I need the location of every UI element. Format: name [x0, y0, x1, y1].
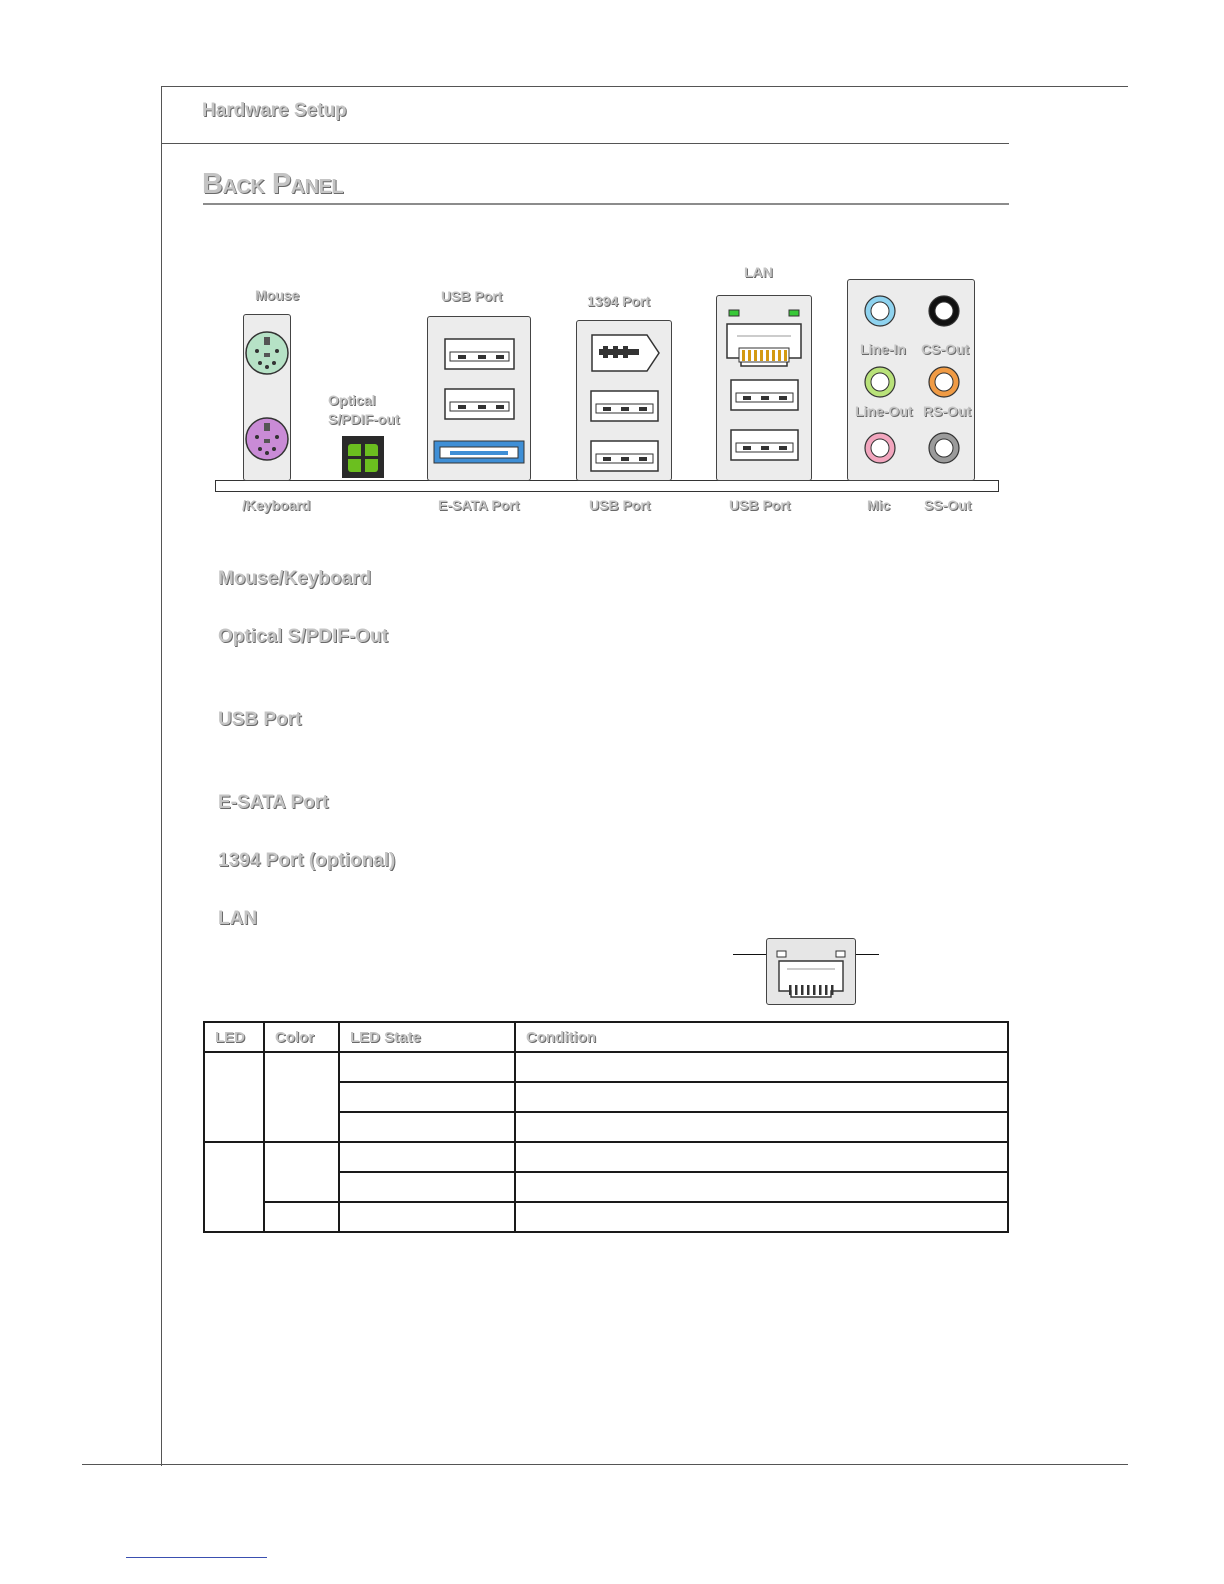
label-usb-mid: USB Port	[589, 497, 651, 513]
label-cs-out: CS-Out	[921, 341, 970, 357]
section-mouse-keyboard: Mouse/Keyboard	[218, 568, 372, 589]
table-header-cell: LED State	[339, 1022, 515, 1052]
title-underline	[203, 203, 1009, 205]
table-cell	[339, 1142, 515, 1172]
usb-esata-ports	[428, 317, 530, 480]
table-cell	[515, 1082, 1008, 1112]
lan-usb-ports	[717, 296, 811, 480]
lan-port-icon	[727, 324, 801, 366]
header-title: Hardware Setup	[202, 100, 347, 121]
table-cell	[264, 1142, 339, 1202]
lan-led-table	[203, 1021, 1009, 1233]
table-cell	[515, 1142, 1008, 1172]
table-cell	[264, 1052, 339, 1142]
label-1394: 1394 Port	[587, 293, 651, 309]
spdif-port	[342, 436, 384, 478]
label-mouse: Mouse	[255, 287, 300, 303]
section-esata: E-SATA Port	[218, 792, 329, 813]
top-rule	[162, 86, 1128, 87]
usb-port-icon	[731, 430, 798, 460]
lan-usb-block	[716, 295, 812, 481]
footer-link-rule	[126, 1557, 267, 1558]
spdif-icon	[342, 436, 384, 478]
ieee1394-port-icon	[592, 335, 659, 371]
label-usb-top: USB Port	[441, 288, 503, 304]
table-row	[204, 1202, 1008, 1232]
label-ss-out: SS-Out	[924, 497, 972, 513]
usb-port-icon	[731, 380, 798, 410]
line-in-jack-icon	[865, 296, 895, 326]
lan-jack	[766, 938, 856, 1005]
usb-port-icon	[591, 441, 658, 471]
table-cell	[204, 1052, 264, 1142]
ss-out-jack-icon	[929, 433, 959, 463]
label-line-out: Line-Out	[855, 403, 913, 419]
label-usb-lan: USB Port	[729, 497, 791, 513]
section-1394: 1394 Port (optional)	[218, 850, 396, 871]
usb-port-icon	[445, 389, 514, 419]
usb-esata-block	[427, 316, 531, 481]
table-row	[204, 1142, 1008, 1172]
esata-port-icon	[434, 441, 524, 463]
label-spdif-out: S/PDIF-out	[328, 411, 400, 427]
label-optical: Optical	[328, 392, 376, 408]
label-keyboard: /Keyboard	[242, 497, 311, 513]
page-title: Back Panel	[202, 168, 344, 200]
mic-jack-icon	[865, 433, 895, 463]
table-header-cell: LED	[204, 1022, 264, 1052]
table-cell	[515, 1052, 1008, 1082]
label-mic: Mic	[867, 497, 891, 513]
audio-jacks	[848, 280, 974, 480]
usb-port-icon	[445, 339, 514, 369]
table-cell	[339, 1202, 515, 1232]
ieee1394-usb-ports	[577, 321, 671, 480]
table-cell	[339, 1112, 515, 1142]
table-cell	[515, 1112, 1008, 1142]
usb-port-icon	[591, 391, 658, 421]
ps2-mouse-port	[244, 315, 290, 480]
label-rs-out: RS-Out	[923, 403, 972, 419]
table-cell	[515, 1202, 1008, 1232]
panel-base-strip	[215, 480, 999, 492]
table-cell	[339, 1082, 515, 1112]
rs-out-jack-icon	[929, 367, 959, 397]
table-cell	[339, 1052, 515, 1082]
table-row	[204, 1052, 1008, 1082]
table-cell	[204, 1142, 264, 1232]
table-cell	[515, 1172, 1008, 1202]
bottom-rule	[82, 1464, 1128, 1465]
table-cell	[339, 1172, 515, 1202]
label-esata: E-SATA Port	[438, 497, 520, 513]
section-spdif: Optical S/PDIF-Out	[218, 626, 388, 647]
lan-jack-icon	[767, 939, 855, 1004]
table-header-cell: Color	[264, 1022, 339, 1052]
table-cell	[264, 1202, 339, 1232]
line-out-jack-icon	[865, 367, 895, 397]
table-header-cell: Condition	[515, 1022, 1008, 1052]
label-lan: LAN	[744, 264, 773, 280]
table-header-row	[204, 1022, 1008, 1052]
ps2-block	[243, 314, 291, 481]
label-line-in: Line-In	[860, 341, 906, 357]
left-rule	[161, 86, 162, 1466]
header-rule	[162, 143, 1009, 144]
section-lan: LAN	[218, 908, 258, 929]
audio-block	[847, 279, 975, 481]
section-usb: USB Port	[218, 709, 302, 730]
cs-out-jack-icon	[929, 296, 959, 326]
ieee1394-usb-block	[576, 320, 672, 481]
